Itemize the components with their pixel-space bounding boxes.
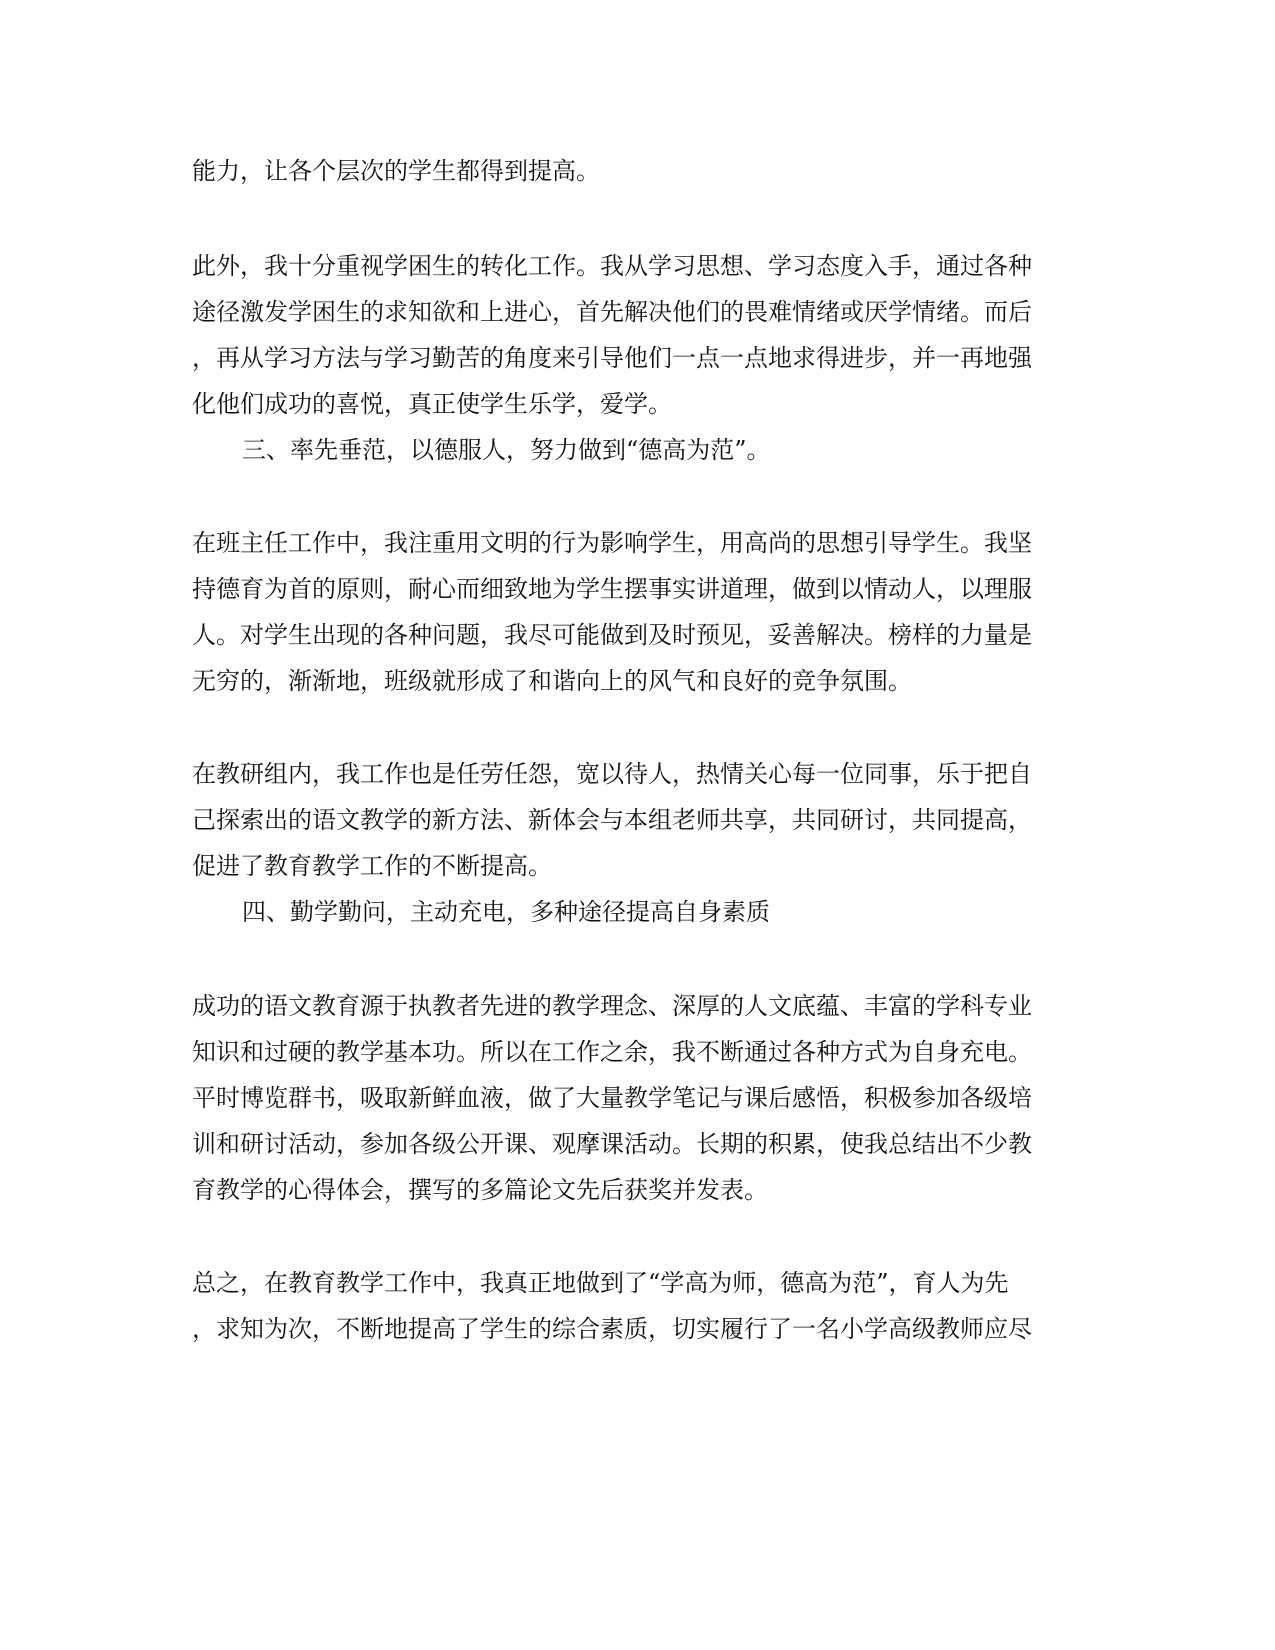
text-line: 知识和过硬的教学基本功。所以在工作之余，我不断通过各种方式为自身充电。: [192, 1038, 1032, 1066]
text-line: ，求知为次，不断地提高了学生的综合素质，切实履行了一名小学高级教师应尽: [192, 1315, 1032, 1343]
text-line: 化他们成功的喜悦，真正使学生乐学，爱学。: [192, 390, 672, 418]
text-line: 训和研讨活动，参加各级公开课、观摩课活动。长期的积累，使我总结出不少教: [192, 1130, 1032, 1158]
text-line: 促进了教育教学工作的不断提高。: [192, 852, 552, 880]
text-line: 成功的语文教育源于执教者先进的教学理念、深厚的人文底蕴、丰富的学科专业: [192, 992, 1032, 1020]
text-line: 总之，在教育教学工作中，我真正地做到了“学高为师，德高为范”，育人为先: [192, 1269, 1009, 1297]
text-line: 无穷的，渐渐地，班级就形成了和谐向上的风气和良好的竞争氛围。: [192, 667, 912, 695]
text-line: 平时博览群书，吸取新鲜血液，做了大量教学笔记与课后感悟，积极参加各级培: [192, 1084, 1032, 1112]
text-line: 能力，让各个层次的学生都得到提高。: [192, 157, 600, 185]
text-line: 人。对学生出现的各种问题，我尽可能做到及时预见，妥善解决。榜样的力量是: [192, 621, 1032, 649]
text-line: 持德育为首的原则，耐心而细致地为学生摆事实讲道理，做到以情动人，以理服: [192, 575, 1032, 603]
text-line: 在班主任工作中，我注重用文明的行为影响学生，用高尚的思想引导学生。我坚: [192, 529, 1032, 557]
text-line: 在教研组内，我工作也是任劳任怨，宽以待人，热情关心每一位同事，乐于把自: [192, 760, 1032, 788]
section-heading: 三、率先垂范，以德服人，努力做到“德高为范”。: [242, 436, 771, 464]
text-line: ，再从学习方法与学习勤苦的角度来引导他们一点一点地求得进步，并一再地强: [192, 344, 1032, 372]
section-heading: 四、勤学勤问，主动充电，多种途径提高自身素质: [242, 898, 770, 926]
text-line: 途径激发学困生的求知欲和上进心，首先解决他们的畏难情绪或厌学情绪。而后: [192, 298, 1032, 326]
text-line: 育教学的心得体会，撰写的多篇论文先后获奖并发表。: [192, 1176, 768, 1204]
text-line: 此外，我十分重视学困生的转化工作。我从学习思想、学习态度入手，通过各种: [192, 252, 1032, 280]
text-line: 己探索出的语文教学的新方法、新体会与本组老师共享，共同研讨，共同提高，: [192, 806, 1032, 834]
